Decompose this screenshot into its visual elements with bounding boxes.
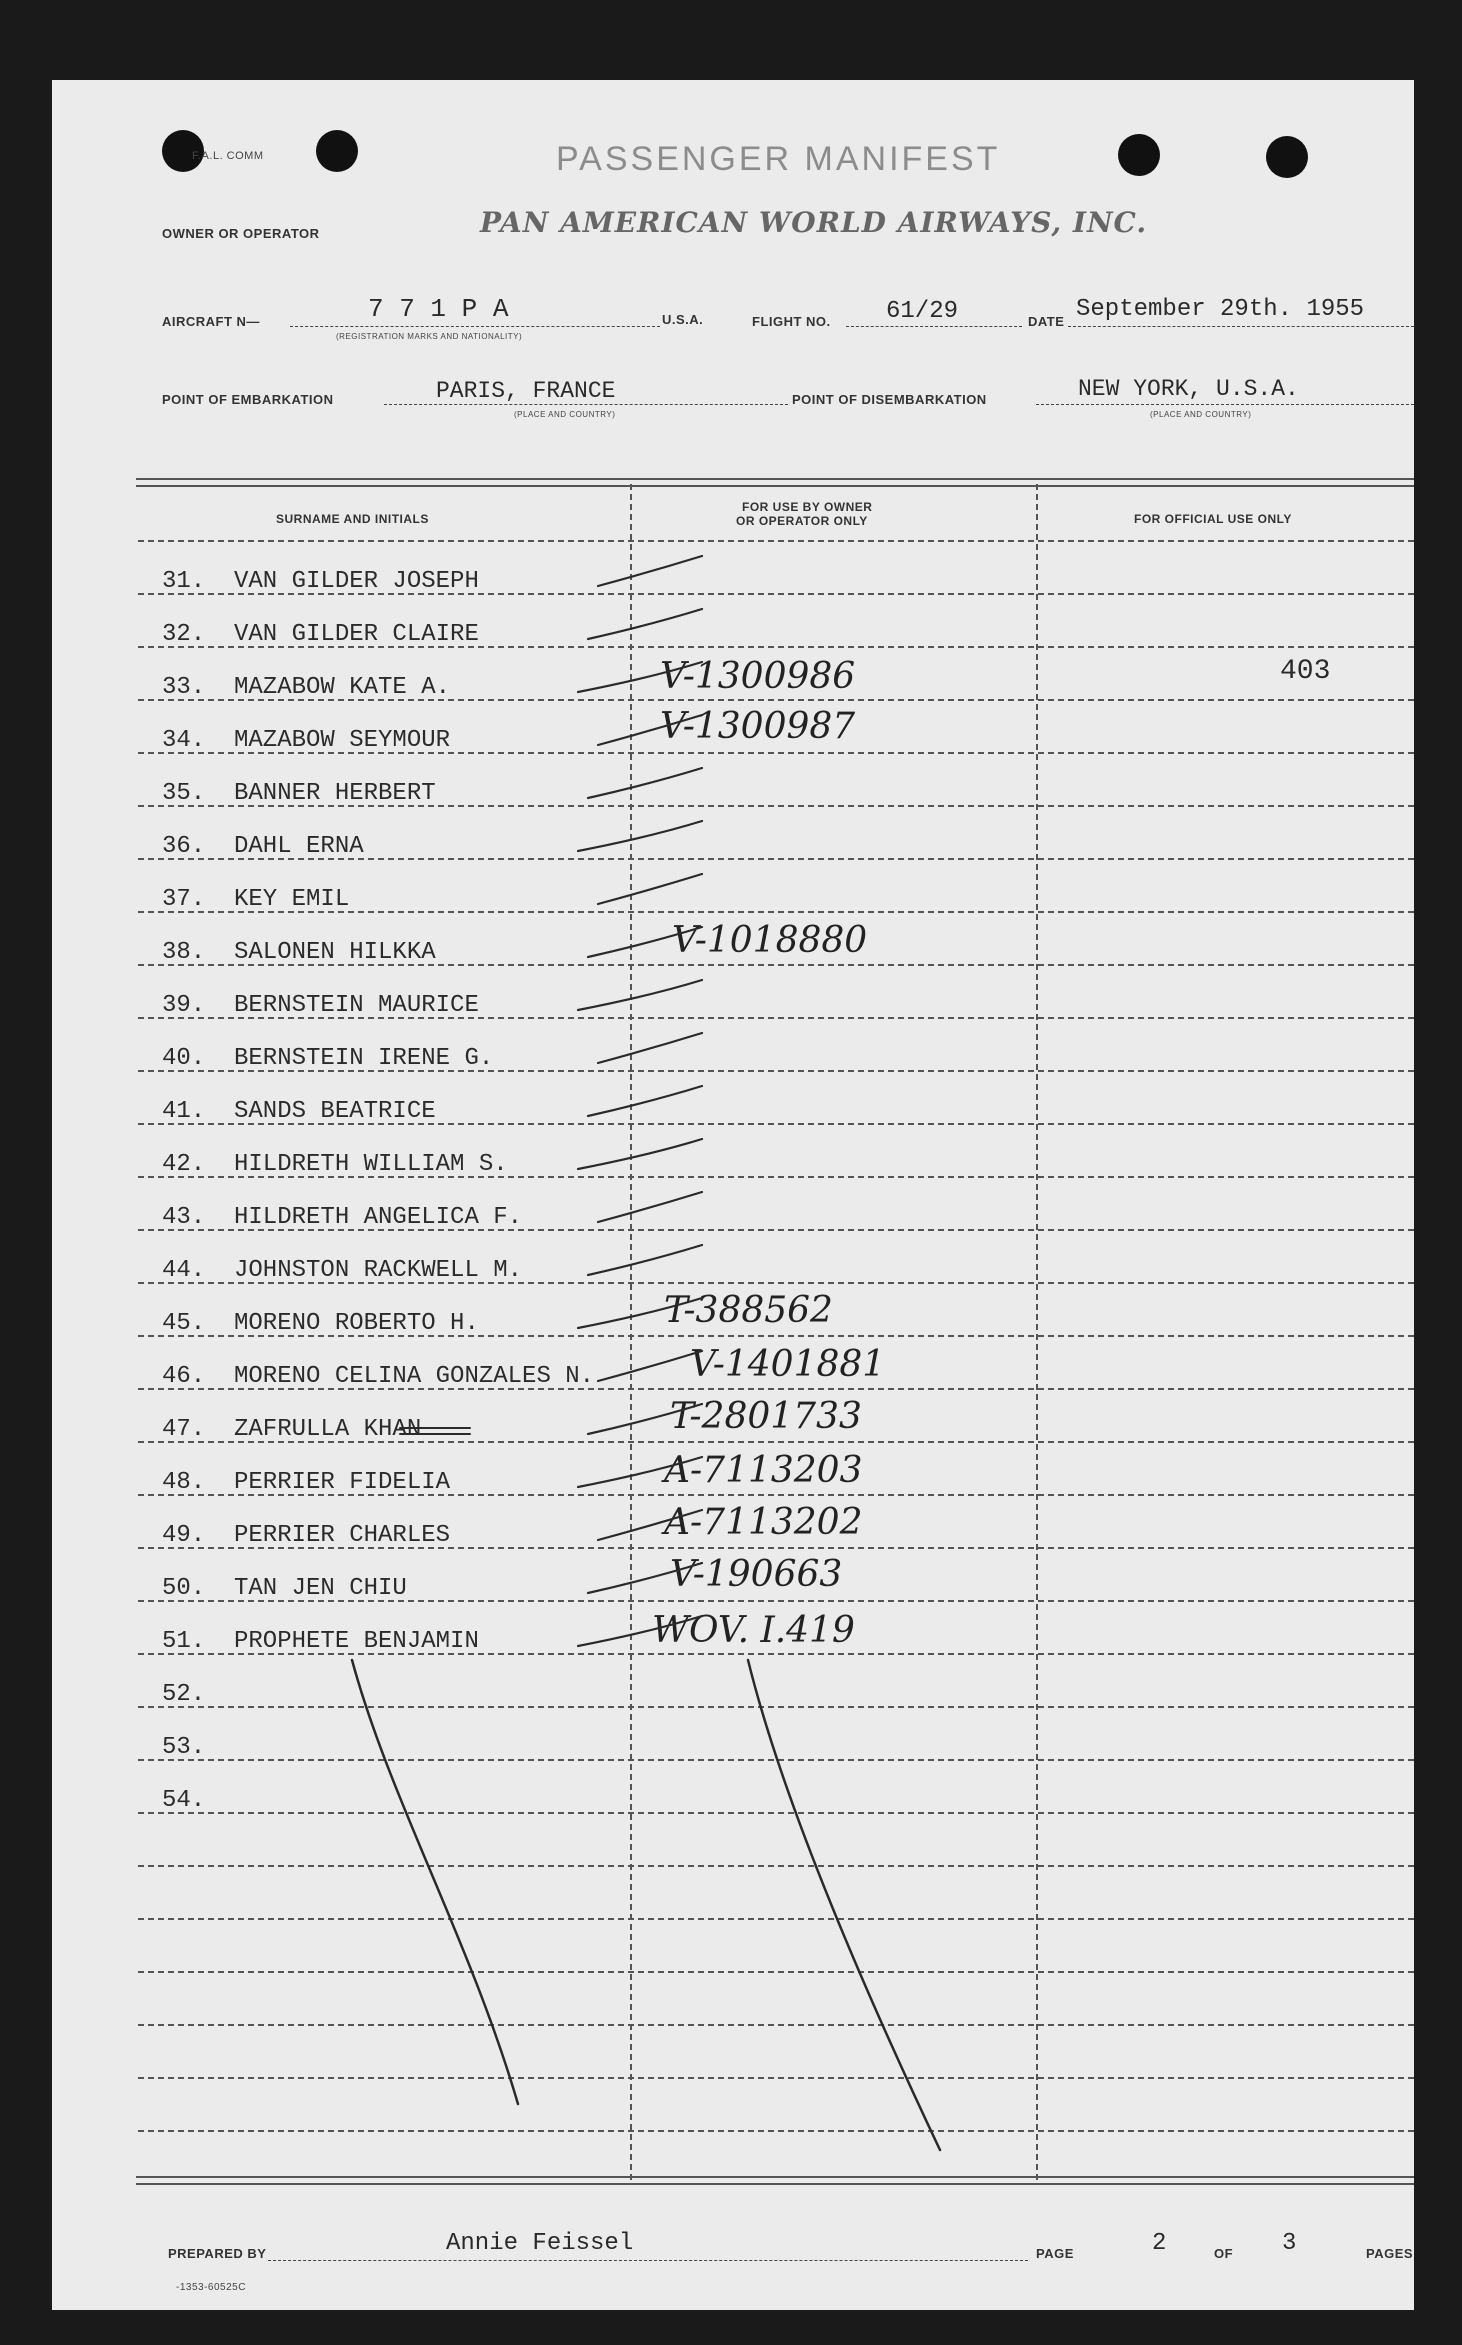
check-mark	[598, 1510, 702, 1540]
page-count: 3	[1282, 2230, 1297, 2257]
check-mark	[578, 662, 702, 692]
row-number: 47.	[162, 1416, 206, 1443]
passenger-name: BERNSTEIN MAURICE	[234, 992, 479, 1019]
passenger-name: SANDS BEATRICE	[234, 1098, 436, 1125]
check-mark	[578, 980, 702, 1010]
row-number: 49.	[162, 1522, 206, 1549]
prepared-by-label: PREPARED BY	[168, 2246, 267, 2261]
handwritten-visa-number: A-7113202	[664, 1502, 863, 1543]
row-number: 38.	[162, 939, 206, 966]
col-header-surname: SURNAME AND INITIALS	[276, 512, 429, 526]
aircraft-label: AIRCRAFT N—	[162, 314, 260, 329]
passenger-name: BANNER HERBERT	[234, 780, 436, 807]
row-number: 39.	[162, 992, 206, 1019]
check-mark	[578, 821, 702, 851]
passenger-name: PROPHETE BENJAMIN	[234, 1628, 479, 1655]
disembarkation-sublabel: (PLACE AND COUNTRY)	[1150, 410, 1252, 419]
check-mark	[588, 1563, 702, 1593]
passenger-name: MORENO CELINA GONZALES N.	[234, 1363, 595, 1390]
owner-label: OWNER OR OPERATOR	[162, 226, 320, 241]
check-mark	[598, 1351, 702, 1381]
handwritten-visa-number: V-1300987	[660, 706, 856, 747]
passenger-name: PERRIER FIDELIA	[234, 1469, 451, 1496]
aircraft-value: 7 7 1 P A	[368, 294, 509, 324]
embarkation-label: POINT OF EMBARKATION	[162, 392, 334, 407]
underline-mark	[400, 1428, 470, 1434]
prepared-by-value: Annie Feissel	[446, 2230, 634, 2257]
check-mark	[598, 1192, 702, 1222]
date-label: DATE	[1028, 314, 1065, 329]
form-code: -1353-60525C	[176, 2282, 246, 2293]
page-label: PAGE	[1036, 2246, 1074, 2261]
check-mark	[588, 609, 702, 639]
embarkation-value: PARIS, FRANCE	[436, 378, 616, 404]
row-number: 40.	[162, 1045, 206, 1072]
row-number: 35.	[162, 780, 206, 807]
row-number: 42.	[162, 1151, 206, 1178]
check-mark	[598, 874, 702, 904]
row-number: 43.	[162, 1204, 206, 1231]
passenger-name: ZAFRULLA KHAN	[234, 1416, 422, 1443]
flight-label: FLIGHT NO.	[752, 314, 831, 329]
row-number: 32.	[162, 621, 206, 648]
passenger-name: MAZABOW SEYMOUR	[234, 727, 451, 754]
passenger-name: MAZABOW KATE A.	[234, 674, 451, 701]
of-label: OF	[1214, 2246, 1234, 2261]
cross-out-line	[352, 1660, 518, 2104]
embarkation-sublabel: (PLACE AND COUNTRY)	[514, 410, 616, 419]
row-number: 45.	[162, 1310, 206, 1337]
row-number: 46.	[162, 1363, 206, 1390]
passenger-name: BERNSTEIN IRENE G.	[234, 1045, 494, 1072]
row-number: 33.	[162, 674, 206, 701]
check-mark	[578, 1457, 702, 1487]
page-number: 2	[1152, 2230, 1167, 2257]
disembarkation-value: NEW YORK, U.S.A.	[1078, 376, 1299, 402]
handwritten-visa-number: WOV. I.419	[652, 1610, 855, 1651]
row-number: 52.	[162, 1681, 206, 1708]
passenger-name: DAHL ERNA	[234, 833, 364, 860]
row-number: 44.	[162, 1257, 206, 1284]
handwritten-visa-number: A-7113203	[664, 1450, 863, 1491]
col-header-owner-use: FOR USE BY OWNER	[742, 500, 873, 514]
passenger-name: HILDRETH WILLIAM S.	[234, 1151, 508, 1178]
passenger-name: VAN GILDER CLAIRE	[234, 621, 479, 648]
check-mark	[588, 1245, 702, 1275]
row-number: 51.	[162, 1628, 206, 1655]
passenger-name: HILDRETH ANGELICA F.	[234, 1204, 523, 1231]
handwritten-visa-number: T-388562	[664, 1290, 833, 1331]
row-number: 41.	[162, 1098, 206, 1125]
pages-label: PAGES	[1366, 2246, 1414, 2261]
row-number: 50.	[162, 1575, 206, 1602]
check-mark	[588, 1086, 702, 1116]
handwritten-visa-number: V-1401881	[690, 1344, 886, 1385]
page-title: PASSENGER MANIFEST	[556, 140, 1001, 178]
owner-value: PAN AMERICAN WORLD AIRWAYS, INC.	[480, 206, 1148, 239]
row-number: 34.	[162, 727, 206, 754]
flight-value: 61/29	[886, 298, 959, 325]
col-header-official: FOR OFFICIAL USE ONLY	[1134, 512, 1292, 526]
check-mark	[598, 1033, 702, 1063]
disembarkation-label: POINT OF DISEMBARKATION	[792, 392, 987, 407]
row-number: 31.	[162, 568, 206, 595]
passenger-name: TAN JEN CHIU	[234, 1575, 407, 1602]
cross-out-line	[748, 1660, 940, 2150]
check-mark	[578, 1616, 702, 1646]
handwritten-visa-number: T-2801733	[670, 1396, 862, 1437]
row-number: 53.	[162, 1734, 206, 1761]
check-mark	[588, 927, 702, 957]
passenger-name: PERRIER CHARLES	[234, 1522, 451, 1549]
row-number: 54.	[162, 1787, 206, 1814]
passenger-name: VAN GILDER JOSEPH	[234, 568, 479, 595]
passenger-name: KEY EMIL	[234, 886, 350, 913]
check-mark	[588, 768, 702, 798]
form-stamp: F.A.L. COMM	[192, 150, 264, 162]
handwritten-visa-number: V-190663	[670, 1554, 843, 1595]
col-header-owner-use: OR OPERATOR ONLY	[736, 514, 868, 528]
passenger-name: SALONEN HILKKA	[234, 939, 436, 966]
passenger-name: MORENO ROBERTO H.	[234, 1310, 479, 1337]
handwritten-visa-number: V-1018880	[672, 920, 868, 961]
check-mark	[578, 1139, 702, 1169]
official-entry: 403	[1280, 656, 1331, 687]
row-number: 48.	[162, 1469, 206, 1496]
check-mark	[588, 1404, 702, 1434]
handwritten-visa-number: V-1300986	[660, 656, 856, 697]
check-mark	[578, 1298, 702, 1328]
prepared-underline	[268, 2260, 1028, 2261]
check-mark	[598, 556, 702, 586]
aircraft-sublabel: (REGISTRATION MARKS AND NATIONALITY)	[336, 332, 523, 341]
row-number: 36.	[162, 833, 206, 860]
row-number: 37.	[162, 886, 206, 913]
usa-label: U.S.A.	[662, 312, 704, 327]
date-value: September 29th. 1955	[1076, 296, 1365, 323]
passenger-name: JOHNSTON RACKWELL M.	[234, 1257, 523, 1284]
check-mark	[598, 715, 702, 745]
